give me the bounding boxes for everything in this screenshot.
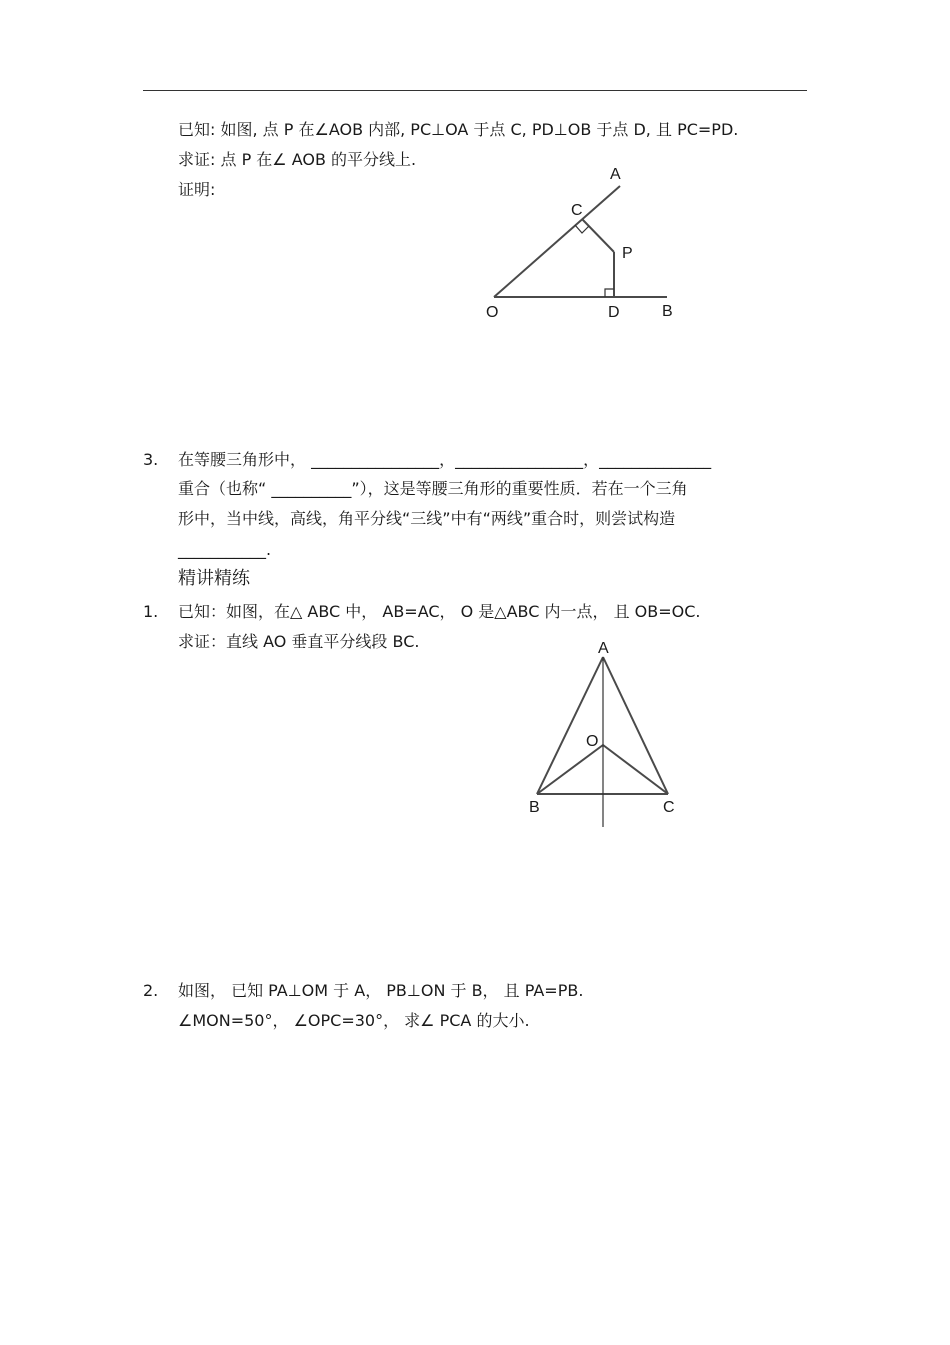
ex1-given: 已知：如图，在△ ABC 中， AB=AC， O 是△ABC 内一点， 且 OB=OC. (178, 602, 701, 621)
q3-line1: 在等腰三角形中， ________________，________________，______________ (178, 450, 712, 469)
side-ac (603, 657, 668, 794)
label-d: D (608, 304, 620, 321)
prev-proof-label: 证明: (178, 180, 216, 199)
side-ab (537, 657, 603, 794)
right-angle-c (575, 225, 589, 233)
ex1-prove: 求证：直线 AO 垂直平分线段 BC. (178, 632, 420, 651)
ex2-line2: ∠MON=50°， ∠OPC=30°， 求∠ PCA 的大小. (178, 1011, 530, 1030)
figure-angle-bisector (486, 166, 673, 321)
q3-line4: ___________. (178, 540, 272, 559)
q3-line2: 重合（也称“ __________”），这是等腰三角形的重要性质．若在一个三角 (178, 479, 688, 498)
prev-prove: 求证: 点 P 在∠ AOB 的平分线上. (178, 150, 417, 169)
figure-isosceles-triangle (529, 640, 675, 827)
label-b: B (529, 799, 540, 816)
label-a: A (598, 640, 609, 657)
segment-ob (537, 745, 603, 794)
right-angle-d (605, 289, 614, 297)
label-c: C (663, 799, 675, 816)
q3-line3: 形中，当中线，高线，角平分线“三线”中有“两线”重合时，则尝试构造 (178, 509, 676, 528)
section-title: 精讲精练 (178, 568, 250, 589)
ray-oa (494, 186, 620, 297)
segment-pc (582, 219, 614, 252)
prev-given: 已知: 如图, 点 P 在∠AOB 内部, PC⊥OA 于点 C, PD⊥OB 于点 D, 且 PC=PD. (178, 120, 739, 139)
label-o: O (486, 304, 499, 321)
label-o: O (586, 733, 599, 750)
label-c: C (571, 202, 583, 219)
ex1-number: 1. (143, 602, 159, 621)
label-a: A (610, 166, 621, 183)
label-b: B (662, 303, 673, 320)
ex2-number: 2. (143, 981, 159, 1000)
q3-number: 3. (143, 450, 159, 469)
label-p: P (622, 245, 633, 262)
ex2-line1: 如图， 已知 PA⊥OM 于 A， PB⊥ON 于 B， 且 PA=PB. (178, 981, 584, 1000)
segment-oc (603, 745, 668, 794)
